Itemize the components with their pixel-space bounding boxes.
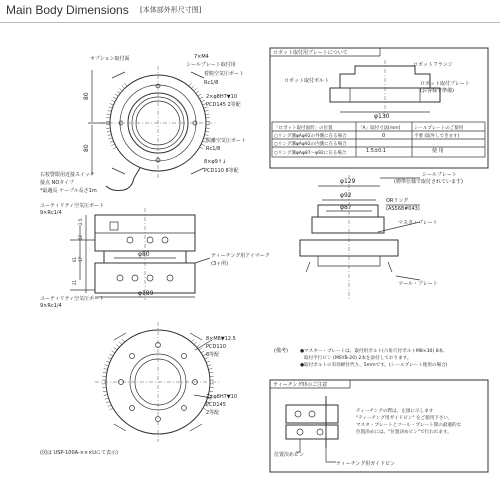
front-label-2: ティーチング用アイマーク xyxy=(211,253,270,259)
gauge-tick xyxy=(110,104,114,105)
top-label-7: 脱離空気圧ポート xyxy=(206,138,247,144)
plate-label-4: φ130 xyxy=(374,113,390,120)
footnote: (図は USP-100A-×××Uにて表示) xyxy=(40,450,118,456)
top-dim-1: 80 xyxy=(83,144,90,152)
gauge-tick xyxy=(110,408,113,410)
top-dim-0: 80 xyxy=(83,92,90,100)
front-label-4: ユーティリティ空気圧ポート xyxy=(40,296,105,302)
front-dim-3: 12 xyxy=(78,234,83,240)
plate-label-2: ロボット取付プレート xyxy=(420,81,470,87)
gauge-tick xyxy=(107,114,111,115)
top-label-4: Rc1/8 xyxy=(204,80,219,86)
front-dim-4: 17 xyxy=(78,256,83,262)
gauge-tick xyxy=(108,357,112,359)
gauge-tick xyxy=(201,100,205,102)
plate-table-header-0: 「ロボット取付面形」の位置 xyxy=(274,126,333,131)
plate-table-r0c1: 0 xyxy=(382,133,386,139)
gauge-tick xyxy=(205,110,209,111)
gauge-tick xyxy=(191,86,194,89)
teach-line-0: ティーチングの際は、左図に示します xyxy=(356,409,434,414)
gauge-tick xyxy=(110,141,114,142)
bottom-view xyxy=(95,322,220,442)
gauge-tick xyxy=(198,94,201,96)
front-dim-0: φ80 xyxy=(138,251,150,258)
plate-table-header-2: シールプレートのご使用 xyxy=(414,126,464,131)
gauge-tick xyxy=(191,339,194,342)
gauge-tick xyxy=(103,372,107,373)
front-dim-1: φ189 xyxy=(138,290,154,297)
plate-box-title: ロボット取付用プレートについて xyxy=(273,50,348,56)
front-dim-5: 61 xyxy=(72,256,77,262)
plate-table-r0c0: ○リング溝φAφ92の外側に在る場合 xyxy=(274,134,347,139)
teach-line-1: "ティーチング用ガイドピン" をご使用下さい。 xyxy=(356,416,453,421)
gauge-tick xyxy=(122,339,125,342)
gauge-tick xyxy=(115,94,118,96)
teach-label-0: 位置決めピン xyxy=(274,452,305,458)
gauge-tick xyxy=(108,135,112,136)
gauge-tick xyxy=(106,401,110,402)
top-label-11: 右校警限用近接スイッチ xyxy=(40,172,95,178)
page-title: Main Body Dimensions xyxy=(6,3,129,17)
page-subtitle: [本体部外形尺寸图] xyxy=(140,6,202,14)
gauge-tick xyxy=(104,368,108,369)
top-label-6: PCD145 2等配 xyxy=(206,102,241,108)
top-label-8: Rc1/8 xyxy=(206,146,221,152)
gauge-tick xyxy=(119,88,122,91)
gauge-tick xyxy=(119,342,122,345)
gauge-tick xyxy=(104,395,108,396)
gauge-tick xyxy=(103,391,107,392)
gauge-tick xyxy=(194,342,197,345)
gauge-tick xyxy=(109,107,113,108)
gauge-tick xyxy=(208,368,212,369)
top-label-12: 接点 NOタイプ xyxy=(40,180,75,186)
gauge-tick xyxy=(200,97,203,99)
gauge-tick xyxy=(108,110,112,111)
top-label-0: オプション取付面 xyxy=(90,56,130,62)
plate-table-r1c0: ○リング溝φAφ92の内側に在る場合 xyxy=(274,142,347,147)
plate-table-header-1: 「A」取付寸法[mm] xyxy=(358,126,401,131)
front-label-5: 9×Rc1/4 xyxy=(40,303,62,309)
plate-table-r2c1: 1.5±0.1 xyxy=(366,148,387,154)
gauge-tick xyxy=(194,88,197,91)
bottom-label-3: 2×φ8H7▼10 xyxy=(206,394,237,400)
seal-label-6: (AS568#043) xyxy=(386,206,420,212)
top-label-9: 8×φ9↑↓ xyxy=(204,159,227,165)
front-dim-6: 21 xyxy=(72,279,77,285)
bottom-label-2: 8等配 xyxy=(206,352,220,358)
top-label-13: *最適長 ケーブル長さ1m xyxy=(40,188,97,194)
top-label-5: 2×φ8H7▼10 xyxy=(206,94,237,100)
gauge-tick xyxy=(209,372,213,373)
seal-label-4: φ87 xyxy=(340,204,352,211)
seal-label-1: (標準仕様で取付されています) xyxy=(394,179,463,185)
gauge-tick xyxy=(111,100,115,102)
seal-label-2: φ129 xyxy=(340,178,356,185)
front-label-1: 9×Rc1/4 xyxy=(40,210,62,216)
gauge-tick xyxy=(199,348,202,350)
notes-line-0: ●マスター・プレートは、取付用ボルト(六角穴付ボルトM8×30) 8本, xyxy=(300,349,445,354)
plate-table-r2c2: 使 用 xyxy=(432,148,444,154)
plate-label-0: ロボットフランジ xyxy=(413,62,453,68)
notes-line-2: ●取付ボルトの有効締付代り、5mmです。(シールプレート使用の場合) xyxy=(300,363,448,368)
gauge-tick xyxy=(114,348,117,350)
seal-label-3: φ92 xyxy=(340,192,352,199)
gauge-tick xyxy=(122,86,125,89)
seal-label-7: マスタ・プレート xyxy=(398,220,438,226)
gauge-tick xyxy=(107,131,111,132)
plate-table-r0c2: 不要 (取外しできます) xyxy=(414,134,460,139)
gauge-tick xyxy=(106,361,110,362)
gauge-tick xyxy=(108,405,112,407)
gauge-tick xyxy=(105,365,109,366)
gauge-tick xyxy=(116,345,119,348)
bottom-label-1: PCD110 xyxy=(206,344,226,350)
teach-line-3: 位置決めには、"位置決めピン"で行われます。 xyxy=(356,430,452,435)
teach-box-title: ティーチング時のご注意 xyxy=(273,382,328,388)
front-dim-2: 2.5 xyxy=(78,218,83,225)
gauge-tick xyxy=(109,138,113,139)
gauge-tick xyxy=(113,97,116,99)
plate-label-3: (お客様で準備) xyxy=(420,88,454,94)
gauge-tick xyxy=(197,345,200,348)
gauge-tick xyxy=(113,147,116,149)
front-label-0: ユーティリティ空気圧ポート xyxy=(40,203,105,209)
bottom-label-4: PCD145 xyxy=(206,402,226,408)
gauge-tick xyxy=(207,365,211,366)
seal-label-0: シールプレート xyxy=(422,172,457,178)
gauge-tick xyxy=(189,83,192,86)
front-label-3: (3ヶ所) xyxy=(211,261,229,267)
gauge-tick xyxy=(125,83,128,86)
gauge-tick xyxy=(112,351,115,353)
bottom-label-5: 2等配 xyxy=(206,410,220,416)
gauge-tick xyxy=(117,91,120,93)
gauge-tick xyxy=(201,144,205,146)
gauge-tick xyxy=(205,114,209,115)
bottom-label-0: 8×M8▼12.5 xyxy=(206,336,236,342)
gauge-tick xyxy=(209,391,213,392)
seal-label-5: ORリング xyxy=(386,198,409,204)
gauge-tick xyxy=(110,354,113,356)
gauge-tick xyxy=(206,361,210,362)
seal-label-8: ツール・プレート xyxy=(398,281,438,287)
teach-label-1: ティーチング用ガイドピン xyxy=(336,461,396,467)
plate-label-1: ロボット取付ボルト xyxy=(284,78,330,84)
gauge-tick xyxy=(200,147,203,149)
top-label-10: PCD110 8等配 xyxy=(204,168,239,174)
teach-line-2: マスタ・プレートとツール・プレート間の最適的な xyxy=(356,423,462,428)
plate-table-r2c0: ○リング溝φAφ87～φ92に在る場合 xyxy=(274,151,347,156)
gauge-tick xyxy=(205,135,209,136)
gauge-tick xyxy=(196,91,199,93)
gauge-tick xyxy=(205,131,209,132)
gauge-tick xyxy=(111,144,115,146)
top-label-3: 着脱空気圧ポート xyxy=(204,71,245,77)
top-label-1: 7×M4 xyxy=(194,54,209,60)
top-label-2: シールプレート取付用 xyxy=(186,62,236,68)
notes-line-1: 取付平行ピン (MSYB-20) 2本を添付しております。 xyxy=(304,356,412,361)
notes-heading: (備考) xyxy=(274,348,288,354)
gauge-tick xyxy=(201,351,204,353)
gauge-tick xyxy=(105,398,109,399)
